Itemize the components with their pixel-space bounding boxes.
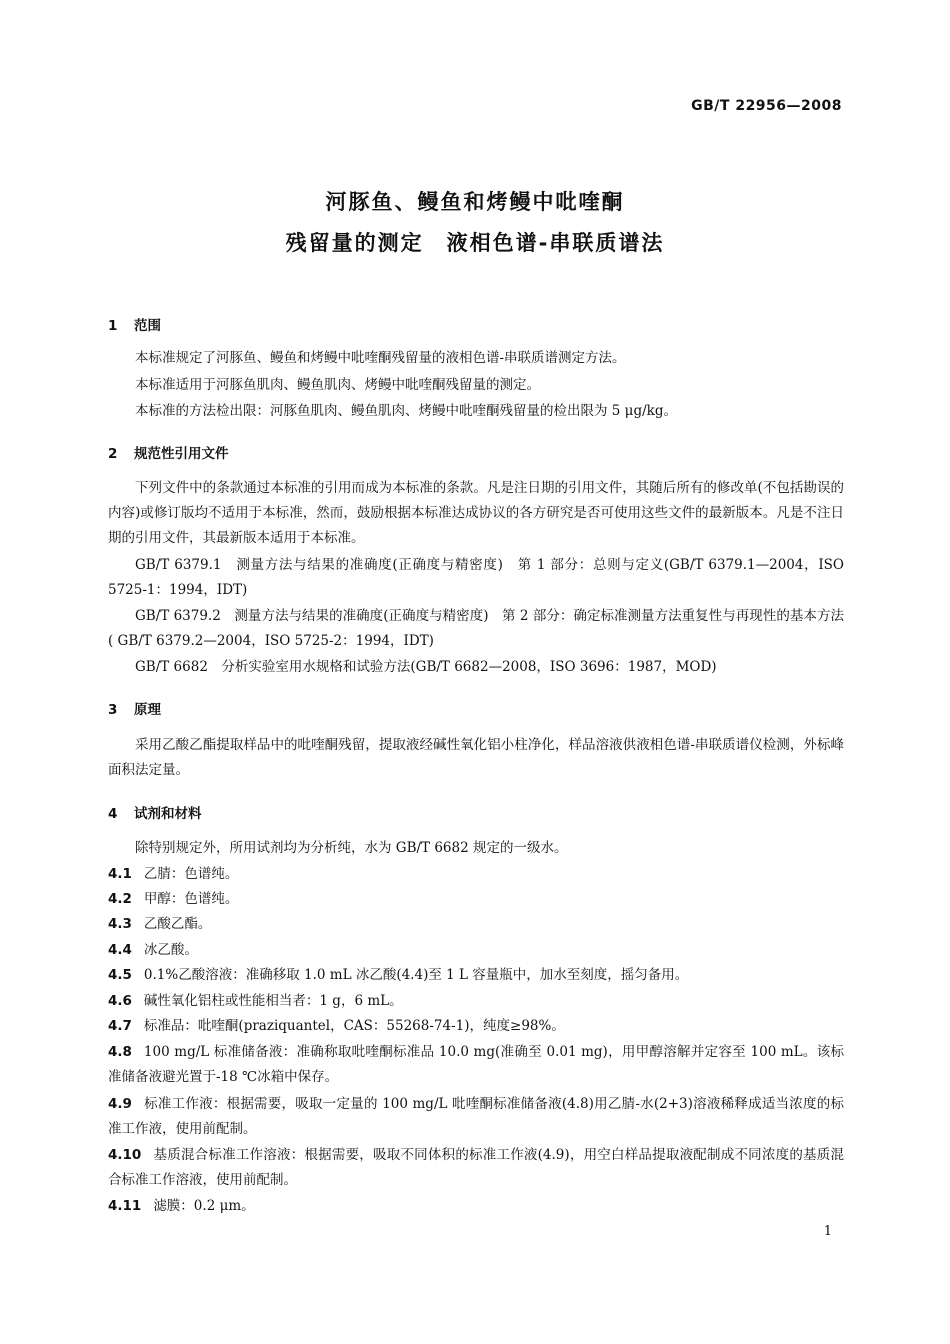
item-number: 4.5 — [108, 967, 132, 983]
item-text: 碱性氧化铝柱或性能相当者：1 g，6 mL。 — [143, 993, 403, 1009]
paragraph: 本标准的方法检出限：河豚鱼肌肉、鳗鱼肌肉、烤鳗中吡喹酮残留量的检出限为 5 μg/kg。 — [135, 403, 677, 419]
item-text: 滤膜：0.2 μm。 — [153, 1198, 255, 1214]
paragraph: 除特别规定外，所用试剂均为分析纯，水为 GB/T 6682 规定的一级水。 — [135, 840, 568, 856]
document-title-line1: 河豚鱼、鳗鱼和烤鳗中吡喹酮 — [325, 190, 625, 214]
item-number: 4.11 — [108, 1198, 142, 1214]
reference-item: GB/T 6682 分析实验室用水规格和试验方法(GB/T 6682—2008，ISO 3696：1987，MOD) — [135, 659, 717, 675]
section-2-heading — [108, 442, 229, 462]
item-text: 0.1%乙酸溶液：准确移取 1.0 mL 冰乙酸(4.4)至 1 L 容量瓶中，加水至刻度，摇匀备用。 — [143, 967, 689, 983]
standard-code: GB/T 22956—2008 — [691, 98, 842, 114]
list-item — [108, 1194, 844, 1219]
item-number: 4.4 — [108, 942, 132, 958]
item-number: 4.1 — [108, 866, 132, 882]
list-item — [108, 862, 844, 887]
item-number: 4.6 — [108, 993, 132, 1009]
paragraph: 下列文件中的条款通过本标准的引用而成为本标准的条款。凡是注日期的引用文件，其随后所有的修改单(不包括勘误的内容)或修订版均不适用于本标准，然而，鼓励根据本标准达成协议的各方研究是否可使用这些文件的最新版本。凡是不注日期的引用文件，其最新版本适用于本标准。 — [108, 480, 844, 546]
paragraph: 本标准规定了河豚鱼、鳗鱼和烤鳗中吡喹酮残留量的液相色谱-串联质谱测定方法。 — [135, 350, 626, 366]
paragraph: 本标准适用于河豚鱼肌肉、鳗鱼肌肉、烤鳗中吡喹酮残留量的测定。 — [135, 377, 540, 393]
list-item — [108, 1143, 844, 1193]
item-text: 标准品：吡喹酮(praziquantel，CAS：55268-74-1)，纯度≥98%。 — [143, 1018, 565, 1034]
item-text: 100 mg/L 标准储备液：准确称取吡喹酮标准品 10.0 mg(准确至 0.01 mg)，用甲醇溶解并定容至 100 mL。该标准储备液避光置于-18 ℃冰箱中保存。 — [108, 1044, 844, 1085]
section-number: 2 — [108, 446, 118, 462]
list-item — [108, 912, 844, 937]
section-number: 4 — [108, 806, 118, 822]
item-number: 4.10 — [108, 1147, 142, 1163]
list-item — [108, 989, 844, 1014]
section-number: 3 — [108, 702, 118, 718]
item-text: 基质混合标准工作溶液：根据需要，吸取不同体积的标准工作液(4.9)，用空白样品提取液配制成不同浓度的基质混合标准工作溶液，使用前配制。 — [108, 1147, 844, 1188]
reference-item: GB/T 6379.1 测量方法与结果的准确度(正确度与精密度) 第 1 部分：总则与定义(GB/T 6379.1—2004，ISO 5725-1：1994，IDT) — [108, 557, 844, 598]
section-title: 试剂和材料 — [134, 806, 202, 822]
list-item — [108, 938, 844, 963]
reference-item: GB/T 6379.2 测量方法与结果的准确度(正确度与精密度) 第 2 部分：确定标准测量方法重复性与再现性的基本方法( GB/T 6379.2—2004，ISO 5725-2：1994，IDT) — [108, 608, 844, 649]
item-number: 4.8 — [108, 1044, 132, 1060]
list-item — [108, 1014, 844, 1039]
section-title: 范围 — [134, 318, 161, 334]
item-number: 4.2 — [108, 891, 132, 907]
item-text: 标准工作液：根据需要，吸取一定量的 100 mg/L 吡喹酮标准储备液(4.8)用乙腈-水(2+3)溶液稀释成适当浓度的标准工作液，使用前配制。 — [108, 1096, 844, 1137]
list-item — [108, 963, 844, 988]
list-item — [108, 1092, 844, 1142]
document-title-line2: 残留量的测定 液相色谱-串联质谱法 — [285, 231, 665, 255]
item-text: 甲醇：色谱纯。 — [143, 891, 239, 907]
item-number: 4.7 — [108, 1018, 132, 1034]
paragraph: 采用乙酸乙酯提取样品中的吡喹酮残留，提取液经碱性氧化铝小柱净化，样品溶液供液相色谱-串联质谱仪检测，外标峰面积法定量。 — [108, 737, 844, 778]
item-text: 乙腈：色谱纯。 — [143, 866, 239, 882]
item-number: 4.9 — [108, 1096, 132, 1112]
list-item — [108, 887, 844, 912]
section-3-heading — [108, 698, 161, 718]
section-4-heading — [108, 802, 202, 822]
item-text: 冰乙酸。 — [143, 942, 198, 958]
section-title: 原理 — [134, 702, 161, 718]
item-number: 4.3 — [108, 916, 132, 932]
section-title: 规范性引用文件 — [134, 446, 229, 462]
page-number: 1 — [823, 1224, 832, 1239]
section-number: 1 — [108, 318, 118, 334]
item-text: 乙酸乙酯。 — [143, 916, 212, 932]
list-item — [108, 1040, 844, 1090]
section-1-heading — [108, 314, 161, 334]
